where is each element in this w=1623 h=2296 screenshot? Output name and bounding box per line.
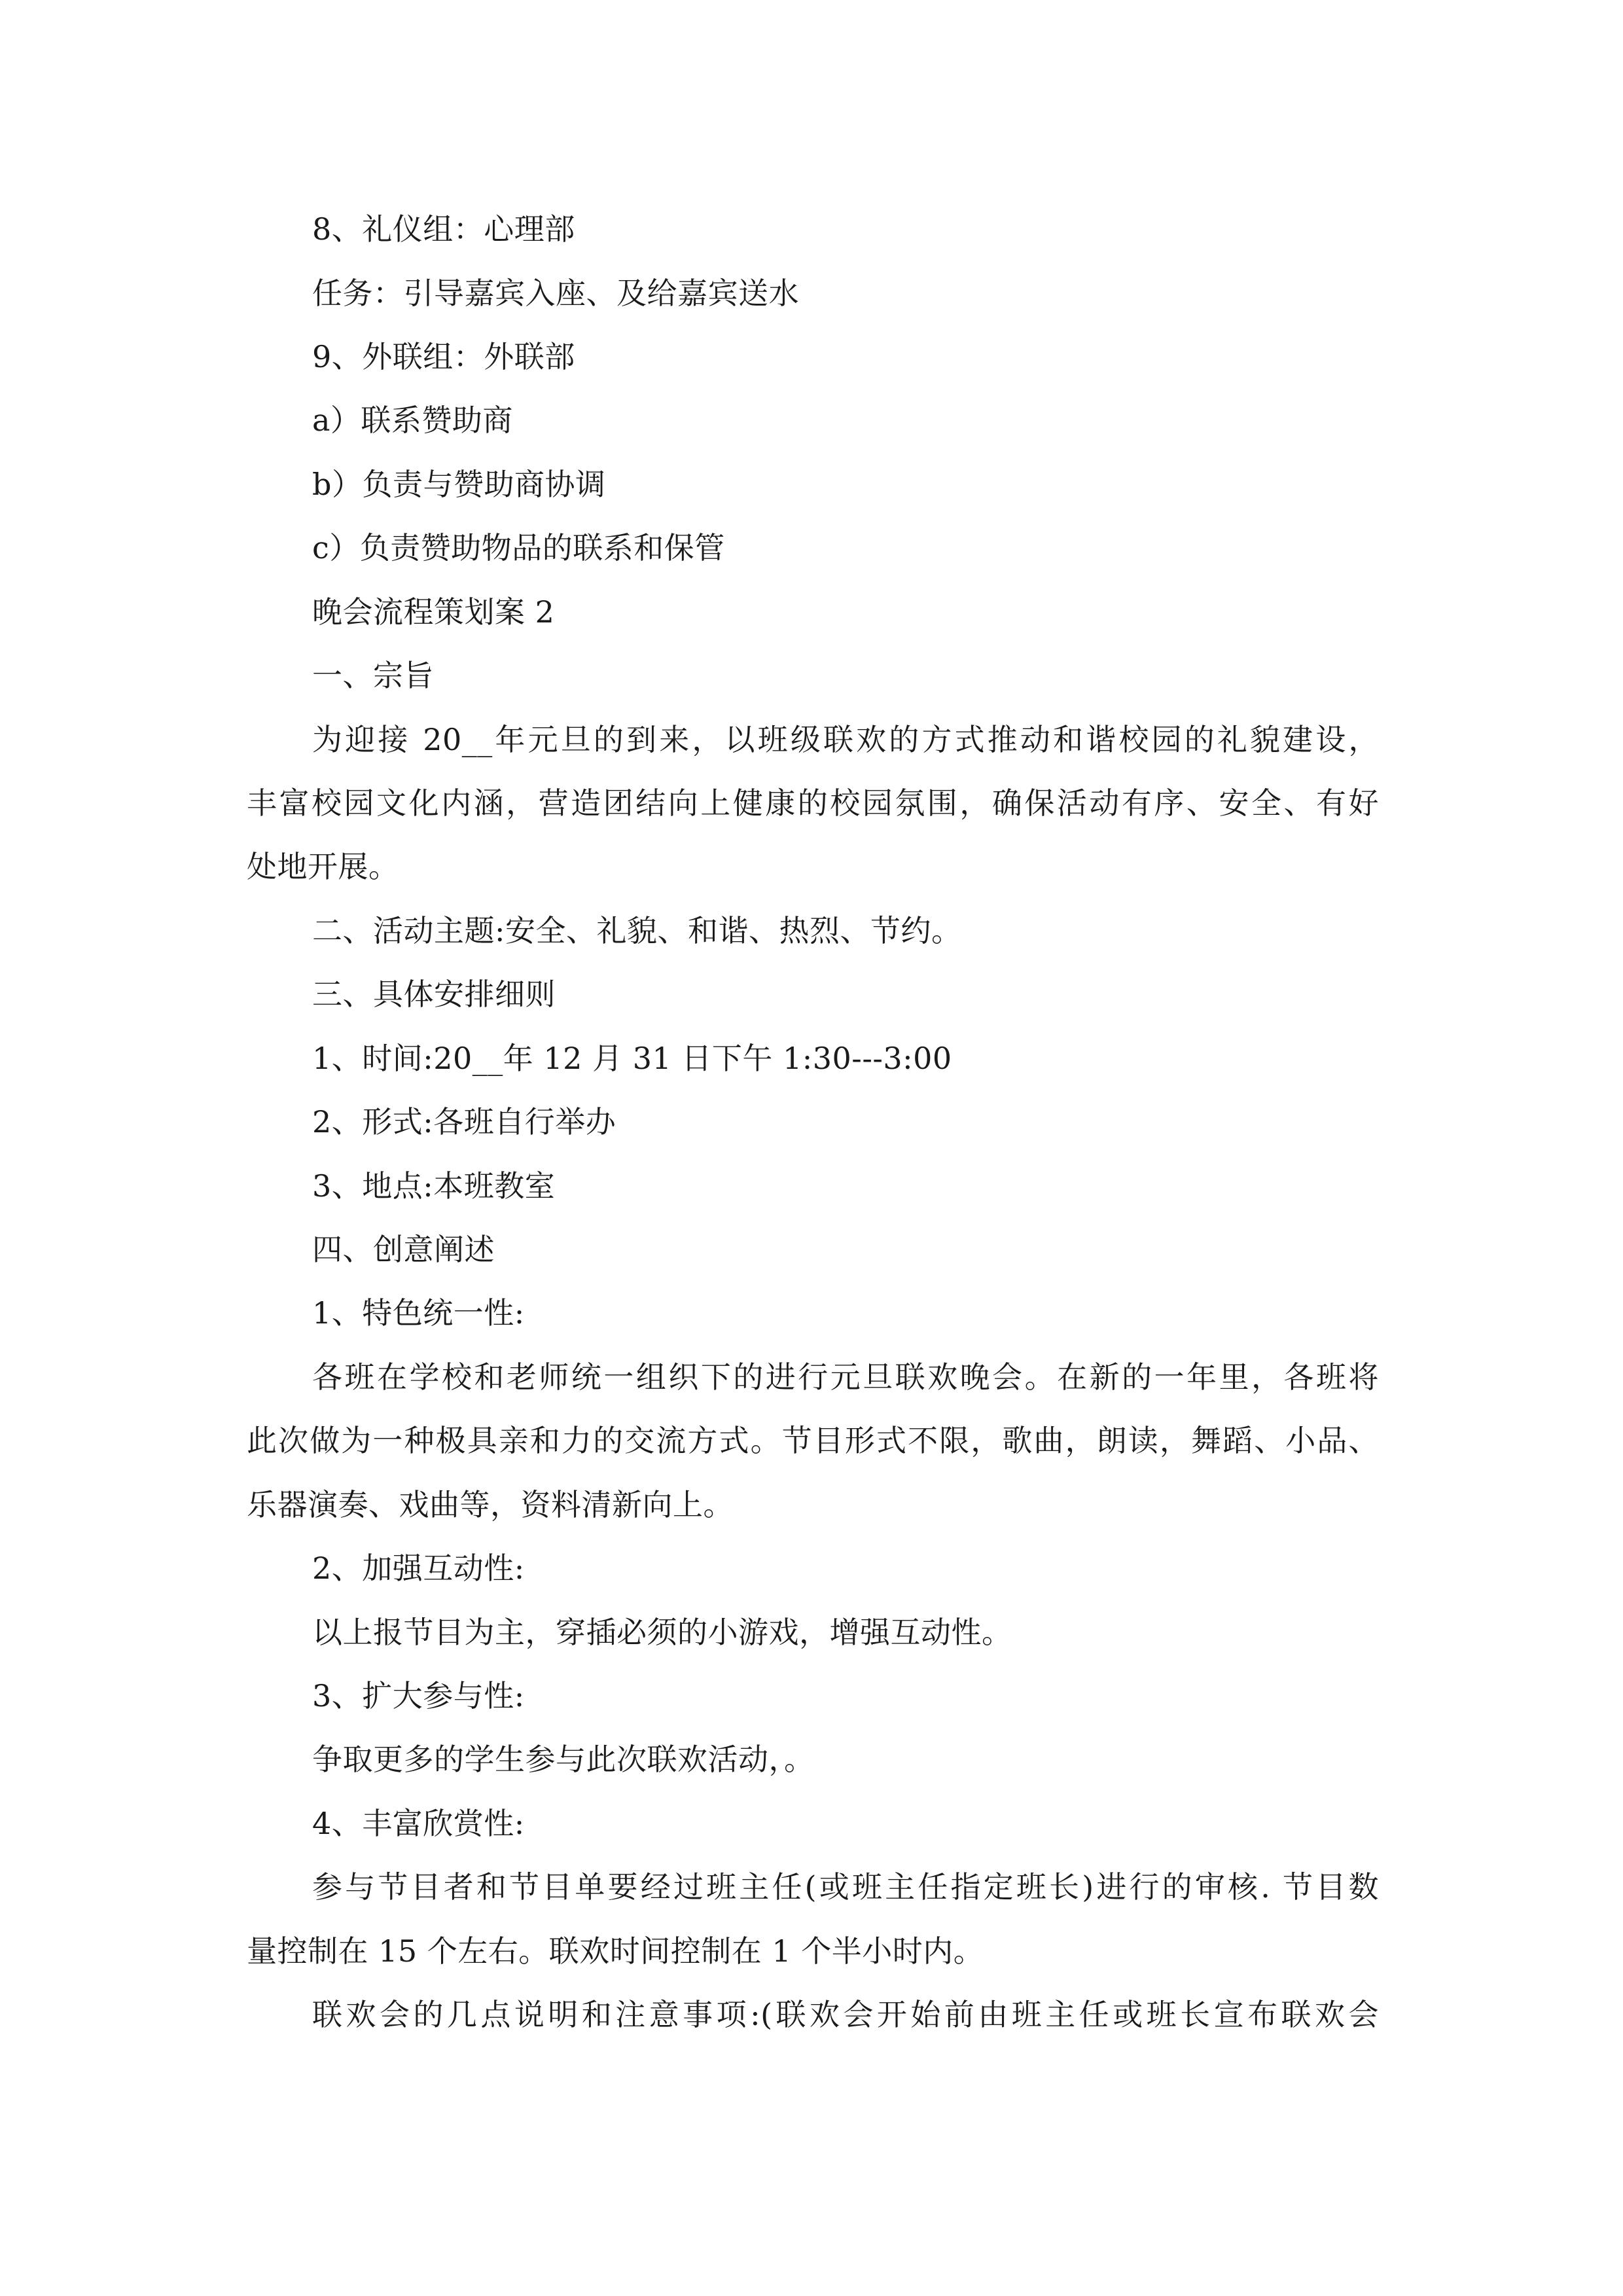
text-line: c）负责赞助物品的联系和保管 <box>312 530 725 565</box>
paragraph-line: 各班在学校和老师统一组织下的进行元旦联欢晚会。在新的一年里，各班将 <box>312 1359 1379 1395</box>
text-line: 四、创意阐述 <box>312 1232 495 1267</box>
text-line: b）负责与赞助商协调 <box>312 467 606 502</box>
text-line: a）联系赞助商 <box>312 403 513 438</box>
text-line: 以上报节目为主，穿插必须的小游戏，增强互动性。 <box>312 1615 1012 1650</box>
section-heading: 晚会流程策划案 2 <box>312 594 555 630</box>
paragraph-line: 参与节目者和节目单要经过班主任(或班主任指定班长)进行的审核. 节目数 <box>312 1869 1379 1905</box>
text-line: 三、具体安排细则 <box>312 977 556 1012</box>
text-line: 9、外联组：外联部 <box>312 339 575 374</box>
paragraph-line: 丰富校园文化内涵，营造团结向上健康的校园氛围，确保活动有序、安全、有好 <box>247 785 1379 821</box>
text-line: 3、地点:本班教室 <box>312 1168 556 1204</box>
text-line: 4、丰富欣赏性: <box>312 1806 525 1841</box>
text-line: 3、扩大参与性: <box>312 1678 525 1713</box>
text-line: 争取更多的学生参与此次联欢活动，。 <box>312 1742 815 1777</box>
paragraph-line: 量控制在 15 个左右。联欢时间控制在 1 个半小时内。 <box>247 1933 984 1969</box>
paragraph-line: 处地开展。 <box>247 849 399 884</box>
text-line: 1、时间:20__年 12 月 31 日下午 1:30---3:00 <box>312 1041 952 1076</box>
text-line: 一、宗旨 <box>312 658 434 693</box>
text-line: 2、加强互动性: <box>312 1551 525 1586</box>
text-line: 任务：引导嘉宾入座、及给嘉宾送水 <box>312 276 799 311</box>
text-line: 8、礼仪组：心理部 <box>312 211 575 247</box>
paragraph-line: 为迎接 20__年元旦的到来，以班级联欢的方式推动和谐校园的礼貌建设， <box>312 722 1379 757</box>
paragraph-line: 此次做为一种极具亲和力的交流方式。节目形式不限，歌曲，朗读，舞蹈、小品、 <box>247 1423 1379 1458</box>
text-line: 二、活动主题:安全、礼貌、和谐、热烈、节约。 <box>312 913 962 948</box>
text-line: 1、特色统一性: <box>312 1295 525 1331</box>
paragraph-line: 联欢会的几点说明和注意事项:(联欢会开始前由班主任或班长宣布联欢会 <box>312 1997 1379 2032</box>
paragraph-line: 乐器演奏、戏曲等，资料清新向上。 <box>247 1487 734 1522</box>
text-line: 2、形式:各班自行举办 <box>312 1104 616 1139</box>
